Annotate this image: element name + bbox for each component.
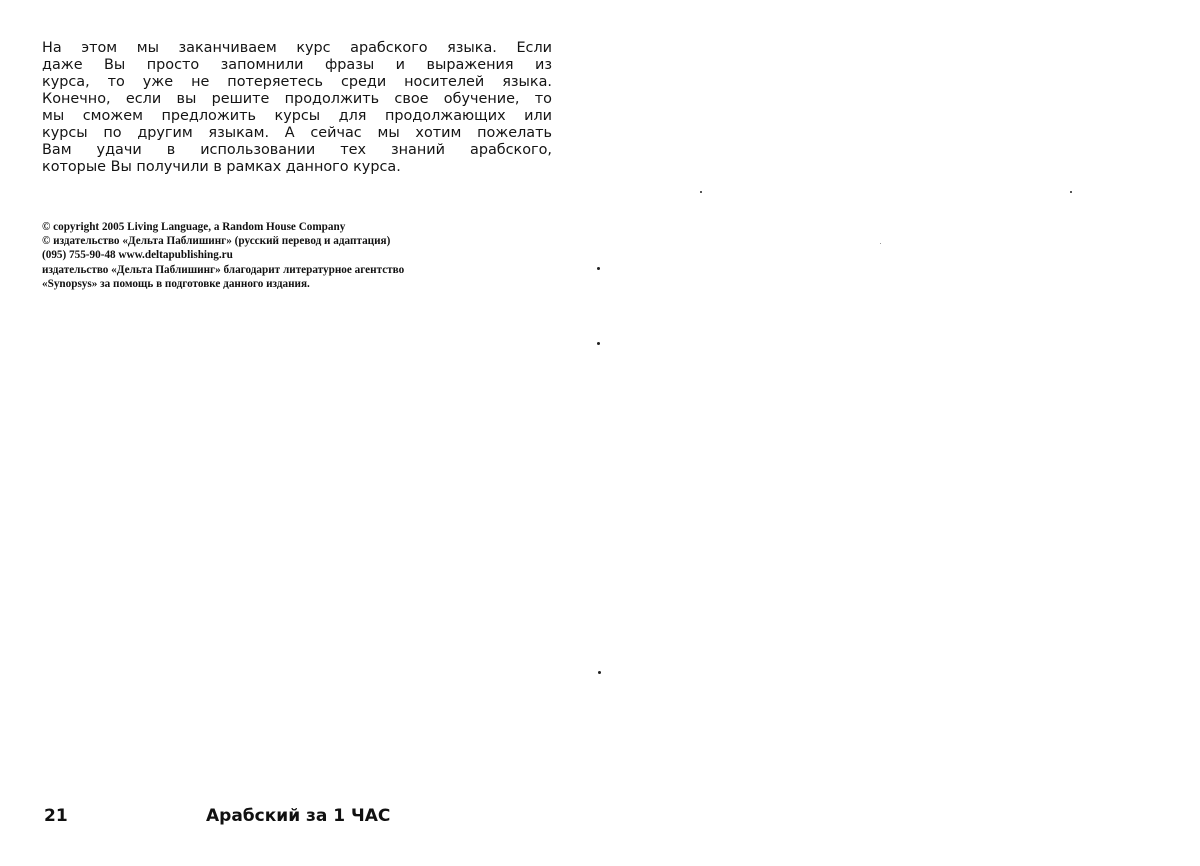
scan-speck bbox=[700, 191, 702, 193]
scan-speck bbox=[598, 671, 601, 674]
paragraph-line: мы сможем предложить курсы для продолжающих или bbox=[42, 108, 552, 124]
scan-speck bbox=[1070, 191, 1072, 193]
scan-speck bbox=[597, 342, 600, 345]
paragraph-line: курса, то уже не потеряетесь среди носителей языка. bbox=[42, 74, 552, 90]
copyright-line: © copyright 2005 Living Language, a Random House Company bbox=[42, 221, 346, 233]
paragraph-line: На этом мы заканчиваем курс арабского языка. Если bbox=[42, 40, 552, 56]
acknowledgement-line: «Synopsys» за помощь в подготовке данного издания. bbox=[42, 277, 310, 290]
copyright-block bbox=[42, 220, 562, 291]
scan-speck bbox=[597, 267, 600, 270]
paragraph-line: Конечно, если вы решите продолжить свое обучение, то bbox=[42, 91, 552, 107]
paragraph-line: курсы по другим языкам. А сейчас мы хотим пожелать bbox=[42, 125, 552, 141]
paragraph-line: даже Вы просто запомнили фразы и выражения из bbox=[42, 57, 552, 73]
footer-book-title: Арабский за 1 ЧАС bbox=[206, 806, 391, 826]
contact-line: (095) 755-90-48 www.deltapublishing.ru bbox=[42, 249, 233, 262]
paragraph-line: которые Вы получили в рамках данного курса. bbox=[42, 159, 401, 175]
acknowledgement-line: издательство «Дельта Паблишинг» благодарит литературное агентство bbox=[42, 263, 405, 276]
page-number: 21 bbox=[44, 806, 68, 826]
publisher-line: © издательство «Дельта Паблишинг» (русский перевод и адаптация) bbox=[42, 235, 391, 248]
paragraph-line: Вам удачи в использовании тех знаний арабского, bbox=[42, 142, 552, 158]
scan-speck bbox=[880, 243, 881, 244]
closing-paragraph bbox=[42, 40, 552, 176]
